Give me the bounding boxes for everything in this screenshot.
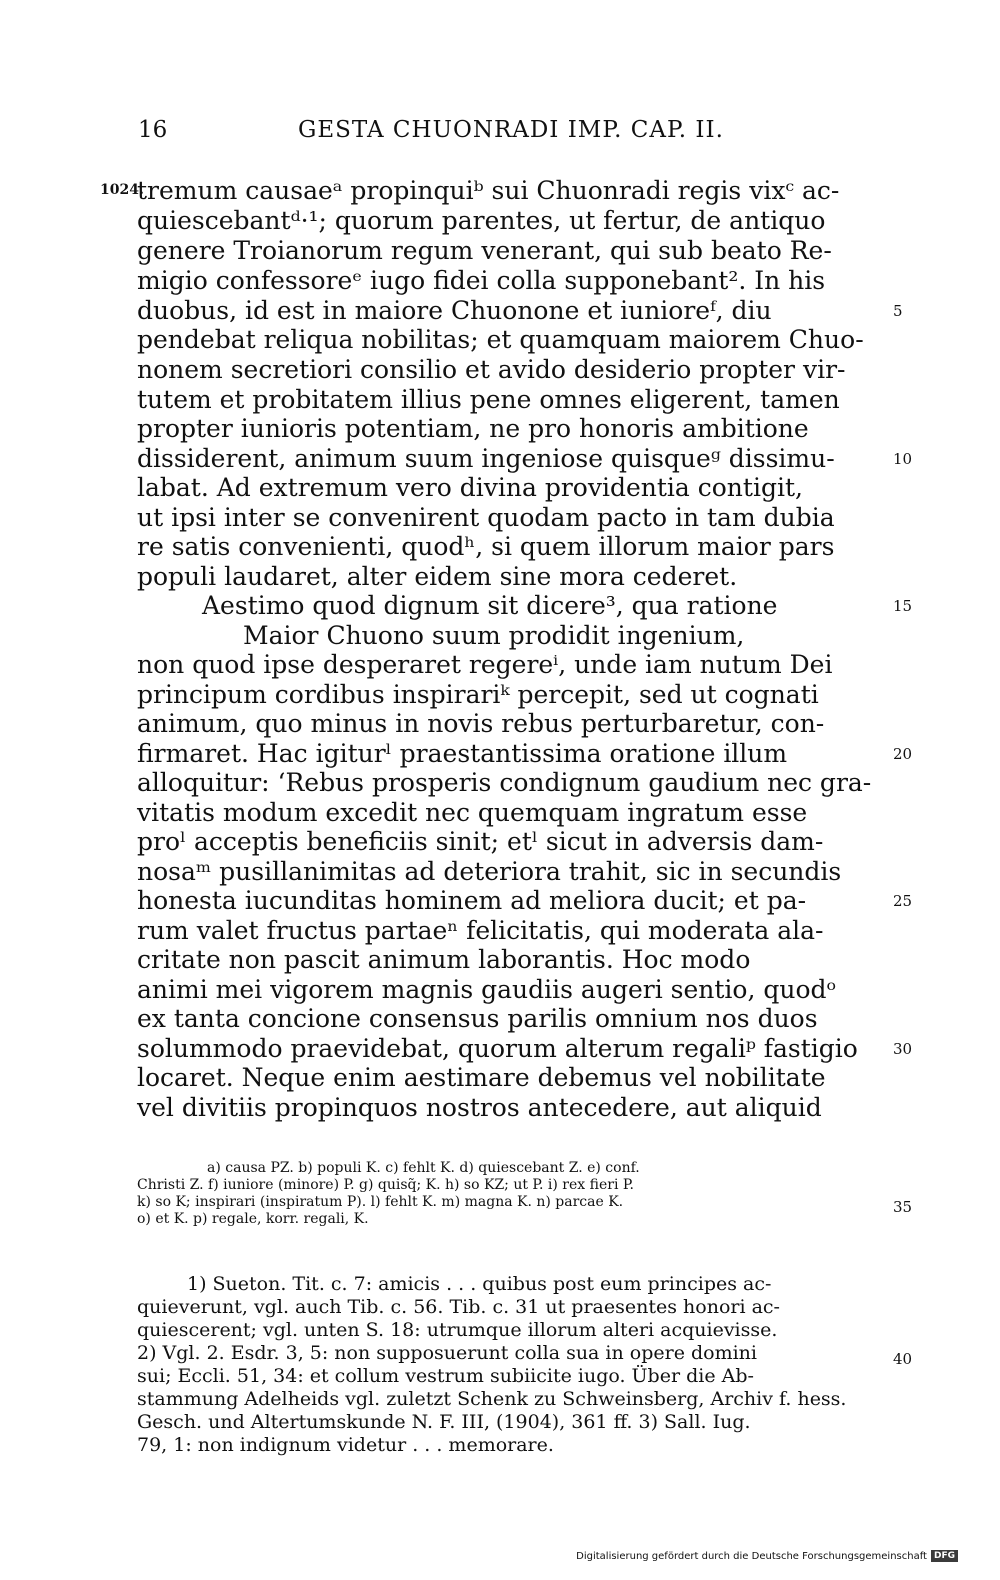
text-line: quiescebantᵈ·¹; quorum parentes, ut fertur, de antiquo — [137, 206, 826, 235]
text-line: rum valet fructus partaeⁿ felicitatis, qui moderata ala- — [137, 916, 824, 945]
line-number: 10 — [893, 450, 913, 468]
text-line: vel divitiis propinquos nostros antecedere, aut aliquid — [137, 1093, 822, 1122]
text-line: nonem secretiori consilio et avido desiderio propter vir- — [137, 355, 846, 384]
text-line: animum, quo minus in novis rebus perturbaretur, con- — [137, 709, 825, 738]
text-line: tutem et probitatem illius pene omnes eligerent, tamen — [137, 385, 840, 414]
dfg-logo: DFG — [931, 1550, 958, 1562]
line-number: 20 — [893, 745, 913, 763]
text-line: dissiderent, animum suum ingeniose quisqueᵍ dissimu- — [137, 444, 835, 473]
text-line: proˡ acceptis beneficiis sinit; etˡ sicut in adversis dam- — [137, 827, 824, 856]
text-line: ex tanta concione consensus parilis omnium nos duos — [137, 1004, 818, 1033]
text-line: vitatis modum excedit nec quemquam ingratum esse — [137, 798, 808, 827]
apparatus-line: o) et K. p) regale, korr. regali, K. — [137, 1211, 369, 1227]
apparatus-line: a) causa PZ. b) populi K. c) fehlt K. d) quiescebant Z. e) conf. — [207, 1160, 640, 1176]
text-line: populi laudaret, alter eidem sine mora cederet. — [137, 562, 738, 591]
text-line: migio confessoreᵉ iugo fidei colla supponebant². In his — [137, 266, 826, 295]
text-line: principum cordibus inspirariᵏ percepit, sed ut cognati — [137, 680, 819, 709]
source-note-line: sui; Eccli. 51, 34: et collum vestrum subiicite iugo. Über die Ab- — [137, 1365, 754, 1387]
text-line: solummodo praevidebat, quorum alterum regaliᵖ fastigio — [137, 1034, 858, 1063]
source-note-line: Gesch. und Altertumskunde N. F. III, (1904), 361 ff. 3) Sall. Iug. — [137, 1411, 751, 1433]
footer-credit — [576, 1550, 958, 1562]
text-line: locaret. Neque enim aestimare debemus vel nobilitate — [137, 1063, 826, 1092]
line-number: 35 — [893, 1198, 913, 1216]
critical-apparatus — [137, 1160, 883, 1228]
margin-year: 1024. — [100, 182, 144, 198]
line-number: 25 — [893, 892, 913, 910]
text-line: alloquitur: ‘Rebus prosperis condignum gaudium nec gra- — [137, 768, 872, 797]
text-line: duobus, id est in maiore Chuonone et iunioreᶠ, diu — [137, 296, 772, 325]
text-line: re satis convenienti, quodʰ, si quem illorum maior pars — [137, 532, 835, 561]
source-notes — [137, 1273, 883, 1457]
apparatus-line: k) so K; inspirari (inspiratum P). l) fehlt K. m) magna K. n) parcae K. — [137, 1194, 624, 1210]
line-number: 40 — [893, 1350, 913, 1368]
text-line: propter iunioris potentiam, ne pro honoris ambitione — [137, 414, 809, 443]
apparatus-line: Christi Z. f) iuniore (minore) P. g) quisq̃; K. h) so KZ; ut P. i) rex fieri P. — [137, 1177, 634, 1193]
text-line: ut ipsi inter se convenirent quodam pacto in tam dubia — [137, 503, 835, 532]
text-line: nosaᵐ pusillanimitas ad deteriora trahit, sic in secundis — [137, 857, 842, 886]
text-line: non quod ipse desperaret regereⁱ, unde iam nutum Dei — [137, 650, 833, 679]
verse-line: Aestimo quod dignum sit dicere³, qua ratione — [202, 591, 778, 620]
text-line: firmaret. Hac igiturˡ praestantissima oratione illum — [137, 739, 788, 768]
text-line: genere Troianorum regum venerant, qui sub beato Re- — [137, 236, 832, 265]
source-note-line: stammung Adelheids vgl. zuletzt Schenk zu Schweinsberg, Archiv f. hess. — [137, 1388, 847, 1410]
source-note-line: 79, 1: non indignum videtur . . . memorare. — [137, 1434, 554, 1456]
source-note-line: quieverunt, vgl. auch Tib. c. 56. Tib. c. 31 ut praesentes honori ac- — [137, 1296, 780, 1318]
source-note-line: 2) Vgl. 2. Esdr. 3, 5: non supposuerunt colla sua in opere domini — [137, 1342, 757, 1364]
verse-line: Maior Chuono suum prodidit ingenium, — [243, 621, 745, 650]
source-note-line: quiescerent; vgl. unten S. 18: utrumque illorum alteri acquievisse. — [137, 1319, 778, 1341]
line-number: 15 — [893, 597, 913, 615]
page-number: 16 — [138, 117, 168, 143]
text-line: honesta iucunditas hominem ad meliora ducit; et pa- — [137, 886, 807, 915]
source-note-line: 1) Sueton. Tit. c. 7: amicis . . . quibus post eum principes ac- — [187, 1273, 772, 1295]
text-line: labat. Ad extremum vero divina providentia contigit, — [137, 473, 803, 502]
line-number: 5 — [893, 302, 903, 320]
running-head: GESTA CHUONRADI IMP. CAP. II. — [298, 117, 724, 143]
text-line: tremum causaeᵃ propinquiᵇ sui Chuonradi regis vixᶜ ac- — [137, 176, 840, 205]
credit-text: Digitalisierung gefördert durch die Deutsche Forschungsgemeinschaft — [576, 1550, 927, 1562]
text-line: critate non pascit animum laborantis. Hoc modo — [137, 945, 751, 974]
text-line: animi mei vigorem magnis gaudiis augeri sentio, quodᵒ — [137, 975, 837, 1004]
text-line: pendebat reliqua nobilitas; et quamquam maiorem Chuo- — [137, 325, 864, 354]
line-number: 30 — [893, 1040, 913, 1058]
